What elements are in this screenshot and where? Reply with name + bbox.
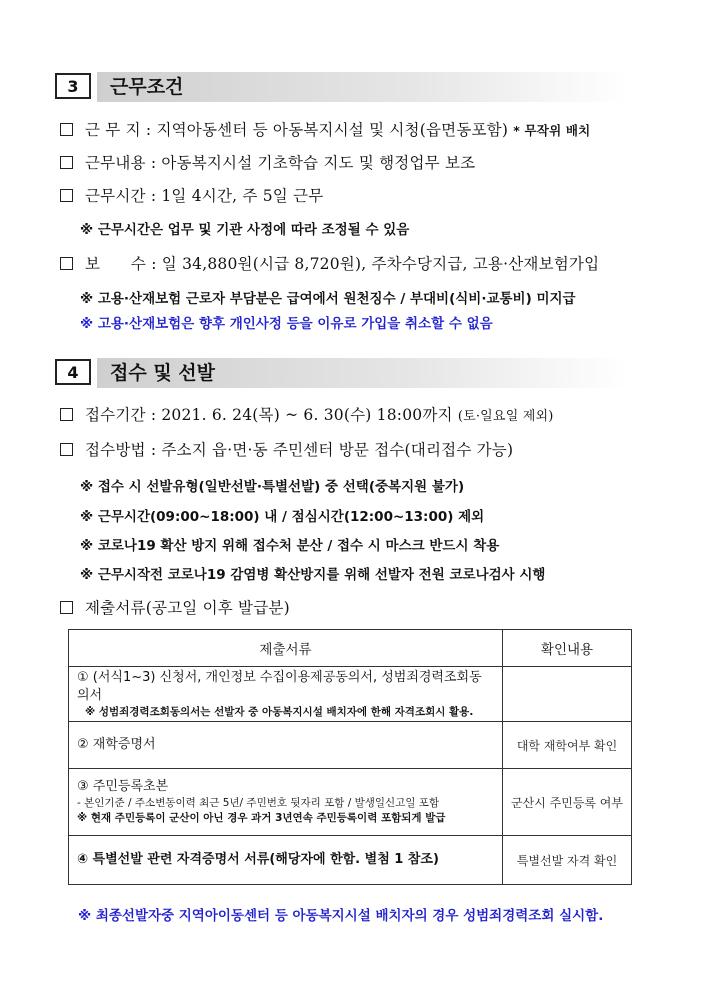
work-pay: 보 수 : 일 34,880원(시급 8,720원), 주차수당지급, 고용·산재보험가입 — [60, 253, 599, 275]
table-cell: ④ 특별선발 관련 자격증명서 서류(해당자에 한함. 별첨 1 참조) — [69, 836, 503, 885]
checkbox-icon — [60, 257, 73, 270]
section-number: 4 — [55, 359, 91, 385]
work-hours: 근무시간 : 1일 4시간, 주 5일 근무 — [60, 185, 323, 207]
table-cell: 군산시 주민등록 여부 — [503, 769, 632, 836]
apply-note-4: ※ 근무시작전 코로나19 감염병 확산방지를 위해 선발자 전원 코로나검사 시행 — [80, 567, 546, 583]
apply-method: 접수방법 : 주소지 읍·면·동 주민센터 방문 접수(대리접수 가능) — [60, 439, 513, 461]
apply-note-2: ※ 근무시간(09:00~18:00) 내 / 점심시간(12:00~13:00) 제외 — [80, 509, 485, 525]
table-cell: ③ 주민등록초본 - 본인기준 / 주소변동이력 최근 5년/ 주민번호 뒷자리 포함 / 발생일신고일 포함 ※ 현재 주민등록이 군산이 아닌 경우 과거 3년연속 주민등록이력 포함되게 발급 — [69, 769, 503, 836]
checkbox-icon — [60, 443, 73, 456]
apply-period: 접수기간 : 2021. 6. 24(목) ~ 6. 30(수) 18:00까지 (토·일요일 제외) — [60, 404, 554, 428]
table-header: 확인내용 — [503, 630, 632, 667]
section-title: 근무조건 — [110, 76, 184, 98]
work-content: 근무내용 : 아동복지시설 기초학습 지도 및 행정업무 보조 — [60, 152, 475, 174]
pay-note-1: ※ 고용·산재보험 근로자 부담분은 급여에서 원천징수 / 부대비(식비·교통비) 미지급 — [80, 291, 576, 307]
period-tag: (토·일요일 제외) — [457, 409, 554, 424]
table-cell — [503, 667, 632, 722]
section-title: 접수 및 선발 — [110, 362, 215, 384]
table-cell: ② 재학증명서 — [69, 722, 503, 769]
table-row — [69, 667, 632, 722]
table-header-row — [69, 630, 632, 667]
location-tag: * 무작위 배치 — [513, 123, 591, 138]
work-location: 근 무 지 : 지역아동센터 등 아동복지시설 및 시청(읍면동포함) * 무작위 배치 — [60, 119, 590, 142]
docs-title: 제출서류(공고일 이후 발급분) — [60, 597, 290, 619]
checkbox-icon — [60, 156, 73, 169]
checkbox-icon — [60, 408, 73, 421]
documents-table — [68, 629, 632, 885]
table-row — [69, 722, 632, 769]
final-note: ※ 최종선발자중 지역아이동센터 등 아동복지시설 배치자의 경우 성범죄경력조회 실시함. — [78, 908, 604, 924]
apply-note-1: ※ 접수 시 선발유형(일반선발·특별선발) 중 선택(중복지원 불가) — [80, 479, 465, 495]
apply-note-3: ※ 코로나19 확산 방지 위해 접수처 분산 / 접수 시 마스크 반드시 착용 — [80, 538, 500, 554]
table-cell: ① (서식1~3) 신청서, 개인정보 수집이용제공동의서, 성범죄경력조회동의서 ※ 성범죄경력조회동의서는 선발자 중 아동복지시설 배치자에 한해 자격조회시 활용. — [69, 667, 503, 722]
table-header: 제출서류 — [69, 630, 503, 667]
table-cell: 특별선발 자격 확인 — [503, 836, 632, 885]
table-row — [69, 769, 632, 836]
section-number: 3 — [55, 73, 91, 99]
pay-note-2: ※ 고용·산재보험은 향후 개인사정 등을 이유로 가입을 취소할 수 없음 — [80, 316, 493, 332]
section-4-header — [55, 358, 627, 388]
section-3-header — [55, 72, 627, 102]
hours-note: ※ 근무시간은 업무 및 기관 사정에 따라 조정될 수 있음 — [80, 222, 410, 238]
table-row — [69, 836, 632, 885]
table-cell: 대학 재학여부 확인 — [503, 722, 632, 769]
checkbox-icon — [60, 601, 73, 614]
checkbox-icon — [60, 123, 73, 136]
checkbox-icon — [60, 189, 73, 202]
